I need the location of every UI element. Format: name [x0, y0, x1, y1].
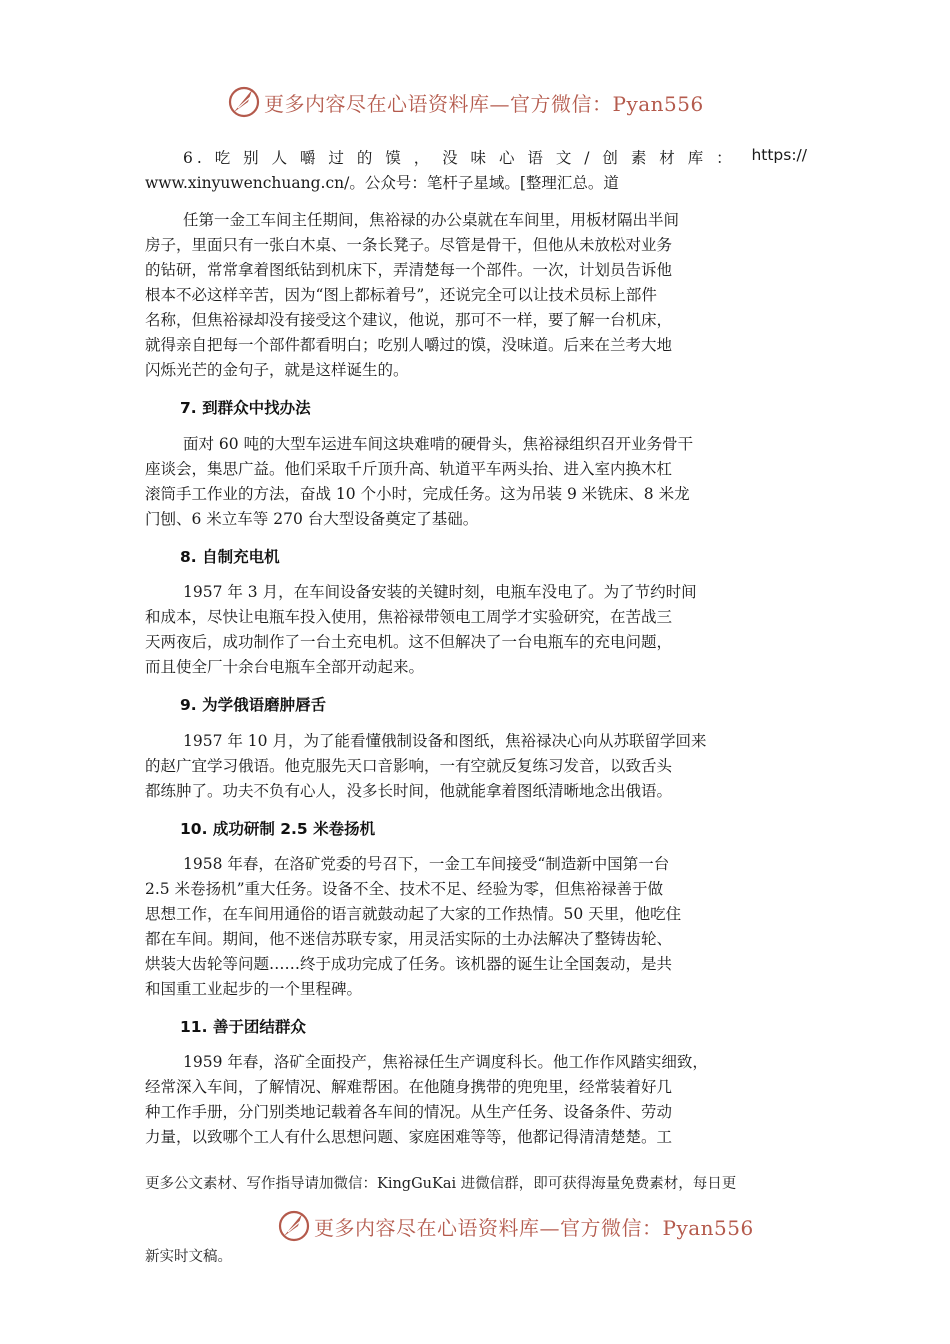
text-line: 的赵广宜学习俄语。他克服先天口音影响，一有空就反复练习发音，以致舌头	[145, 757, 673, 775]
quill-pen-logo-icon	[276, 1208, 312, 1244]
item6-line2: www.xinyuwenchuang.cn/。公众号：笔杆子星域。[整理汇总。道	[145, 174, 619, 192]
text-line: 和成本，尽快让电瓶车投入使用，焦裕禄带领电工周学才实验研究，在苦战三	[145, 608, 673, 626]
text-line: 都练肿了。功夫不负有心人，没多长时间，他就能拿着图纸清晰地念出俄语。	[145, 782, 673, 800]
banner-text: 更多内容尽在心语资料库—官方微信：Pyan556	[314, 1216, 754, 1240]
text-line: 2.5 米卷扬机”重大任务。设备不全、技术不足、经验为零，但焦裕禄善于做	[145, 880, 664, 898]
text-line: 任第一金工车间主任期间，焦裕禄的办公桌就在车间里，用板材隔出半间	[183, 211, 680, 229]
paragraph-6	[145, 208, 807, 383]
banner-text: 更多内容尽在心语资料库—官方微信：Pyan556	[264, 92, 704, 116]
paragraph-9	[145, 729, 807, 804]
footer-banner	[0, 1206, 950, 1246]
footer-line-1: 更多公文素材、写作指导请加微信：KingGuKai 进微信群，即可获得海量免费素材，每日更	[145, 1176, 737, 1192]
text-line: 1959 年春，洛矿全面投产，焦裕禄任生产调度科长。他工作作风踏实细致，	[183, 1053, 708, 1071]
header-banner	[0, 82, 950, 122]
text-line: 和国重工业起步的一个里程碑。	[145, 980, 363, 998]
text-line: 天两夜后，成功制作了一台土充电机。这不但解决了一台电瓶车的充电问题，	[145, 633, 673, 651]
text-line: 面对 60 吨的大型车运进车间这块难啃的硬骨头，焦裕禄组织召开业务骨干	[183, 435, 694, 453]
section-heading-7: 7. 到群众中找办法	[180, 399, 311, 417]
item6-url-start: https://	[751, 146, 807, 164]
text-line: 滚筒手工作业的方法，奋战 10 个小时，完成任务。这为吊装 9 米铣床、8 米龙	[145, 485, 690, 503]
text-line: 根本不必这样辛苦，因为“图上都标着号”，还说完全可以让技术员标上部件	[145, 286, 657, 304]
section-heading-10: 10. 成功研制 2.5 米卷扬机	[180, 820, 376, 838]
item6-line1	[183, 146, 807, 168]
paragraph-7	[145, 432, 807, 532]
footer-line-2: 新实时文稿。	[145, 1249, 232, 1265]
text-line: 闪烁光芒的金句子，就是这样诞生的。	[145, 361, 409, 379]
text-line: 都在车间。期间，他不迷信苏联专家，用灵活实际的土办法解决了整铸齿轮、	[145, 930, 673, 948]
text-line: 座谈会，集思广益。他们采取千斤顶升高、轨道平车两头抬、进入室内换木杠	[145, 460, 673, 478]
quill-pen-logo-icon	[226, 84, 262, 120]
text-line: 名称，但焦裕禄却没有接受这个建议，他说，那可不一样，要了解一台机床，	[145, 311, 673, 329]
section-heading-8: 8. 自制充电机	[180, 548, 280, 566]
section-heading-11: 11. 善于团结群众	[180, 1018, 306, 1036]
text-line: 1957 年 3 月，在车间设备安装的关键时刻，电瓶车没电了。为了节约时间	[183, 583, 697, 601]
paragraph-11	[145, 1050, 807, 1150]
text-line: 1958 年春，在洛矿党委的号召下，一金工车间接受“制造新中国第一台	[183, 855, 670, 873]
paragraph-10	[145, 852, 807, 1002]
text-line: 1957 年 10 月，为了能看懂俄制设备和图纸，焦裕禄决心向从苏联留学回来	[183, 732, 707, 750]
text-line: 力量，以致哪个工人有什么思想问题、家庭困难等等，他都记得清清楚楚。工	[145, 1128, 673, 1146]
text-line: 经常深入车间，了解情况、解难帮困。在他随身携带的兜兜里，经常装着好几	[145, 1078, 673, 1096]
text-line: 而且使全厂十余台电瓶车全部开动起来。	[145, 658, 425, 676]
text-line: 思想工作，在车间用通俗的语言就鼓动起了大家的工作热情。50 天里，他吃住	[145, 905, 682, 923]
paragraph-8	[145, 580, 807, 680]
text-line: 门刨、6 米立车等 270 台大型设备奠定了基础。	[145, 510, 479, 528]
text-line: 就得亲自把每一个部件都看明白；吃别人嚼过的馍，没味道。后来在兰考大地	[145, 336, 673, 354]
text-line: 房子，里面只有一张白木桌、一条长凳子。尽管是骨干，但他从未放松对业务	[145, 236, 673, 254]
text-line: 种工作手册，分门别类地记载着各车间的情况。从生产任务、设备条件、劳动	[145, 1103, 673, 1121]
item6-line1-text: 6. 吃 别 人 嚼 过 的 馍 ， 没 味 心 语 文 / 创 素 材 库 ：	[183, 149, 736, 167]
text-line: 烘装大齿轮等问题……终于成功完成了任务。该机器的诞生让全国轰动，是共	[145, 955, 673, 973]
text-line: 的钻研，常常拿着图纸钻到机床下，弄清楚每一个部件。一次，计划员告诉他	[145, 261, 673, 279]
section-heading-9: 9. 为学俄语磨肿唇舌	[180, 696, 327, 714]
